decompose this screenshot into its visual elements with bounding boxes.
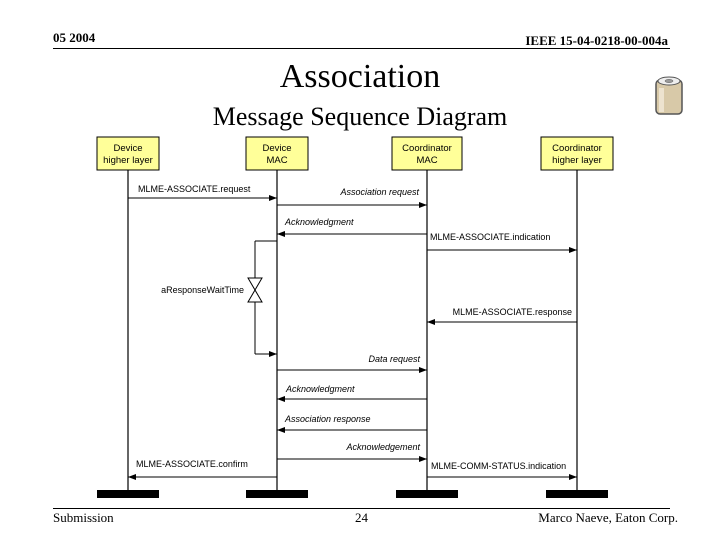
lifeline-label-line1: Device xyxy=(113,143,143,154)
lifeline-end-bar xyxy=(246,490,308,498)
battery-icon xyxy=(656,77,682,114)
header-date: 05 2004 xyxy=(53,30,96,45)
lifeline-label-line2: higher layer xyxy=(103,155,153,166)
message-label: MLME-ASSOCIATE.confirm xyxy=(136,459,248,469)
lifeline-box-coordinator-mac xyxy=(392,137,462,170)
response-wait-timer xyxy=(161,241,277,354)
message-label: MLME-ASSOCIATE.indication xyxy=(430,232,551,242)
message-mlme-comm-status-indication xyxy=(427,461,577,477)
message-data-request xyxy=(277,354,427,370)
lifeline-end-bar xyxy=(97,490,159,498)
message-label: Acknowledgement xyxy=(346,442,420,452)
footer-page-number: 24 xyxy=(355,510,368,525)
lifeline-label-line2: MAC xyxy=(416,155,438,166)
message-label: MLME-ASSOCIATE.request xyxy=(138,184,251,194)
lifeline-box-device-higher-layer xyxy=(97,137,159,170)
timer-label: aResponseWaitTime xyxy=(161,285,244,295)
message-label: MLME-ASSOCIATE.response xyxy=(452,307,572,317)
hourglass-icon xyxy=(248,278,262,290)
message-mlme-associate-confirm xyxy=(128,459,277,477)
message-acknowledgment-2 xyxy=(277,384,427,399)
message-label: Association response xyxy=(285,414,371,424)
message-label: Acknowledgment xyxy=(285,217,354,227)
header-document-id: IEEE 15-04-0218-00-004a xyxy=(525,33,668,48)
lifeline-box-coordinator-higher-layer xyxy=(541,137,613,170)
lifeline-end-bar xyxy=(396,490,458,498)
lifeline-label-line1: Coordinator xyxy=(402,143,452,154)
message-acknowledgement xyxy=(277,442,427,459)
lifeline-end-bar xyxy=(546,490,608,498)
lifeline-box-device-mac xyxy=(246,137,308,170)
message-label: Association request xyxy=(340,187,419,197)
message-label: MLME-COMM-STATUS.indication xyxy=(431,461,567,471)
message-acknowledgment xyxy=(277,217,427,234)
message-mlme-associate-request xyxy=(128,184,277,198)
slide-subtitle: Message Sequence Diagram xyxy=(212,102,508,131)
lifeline-label-line2: MAC xyxy=(266,155,288,166)
lifeline-label-line2: higher layer xyxy=(552,155,602,166)
slide-title: Association xyxy=(279,58,441,95)
message-association-request xyxy=(277,187,427,205)
footer-author: Marco Naeve, Eaton Corp. xyxy=(538,510,678,525)
footer-rule xyxy=(53,508,670,509)
message-label: Acknowledgment xyxy=(286,384,355,394)
lifeline-label-line1: Coordinator xyxy=(552,143,602,154)
message-label: Data request xyxy=(368,354,420,364)
footer-submission: Submission xyxy=(53,510,114,525)
message-mlme-associate-response xyxy=(427,307,577,322)
lifeline-label-line1: Device xyxy=(262,143,292,154)
message-mlme-associate-indication xyxy=(427,232,577,250)
message-association-response xyxy=(277,414,427,430)
